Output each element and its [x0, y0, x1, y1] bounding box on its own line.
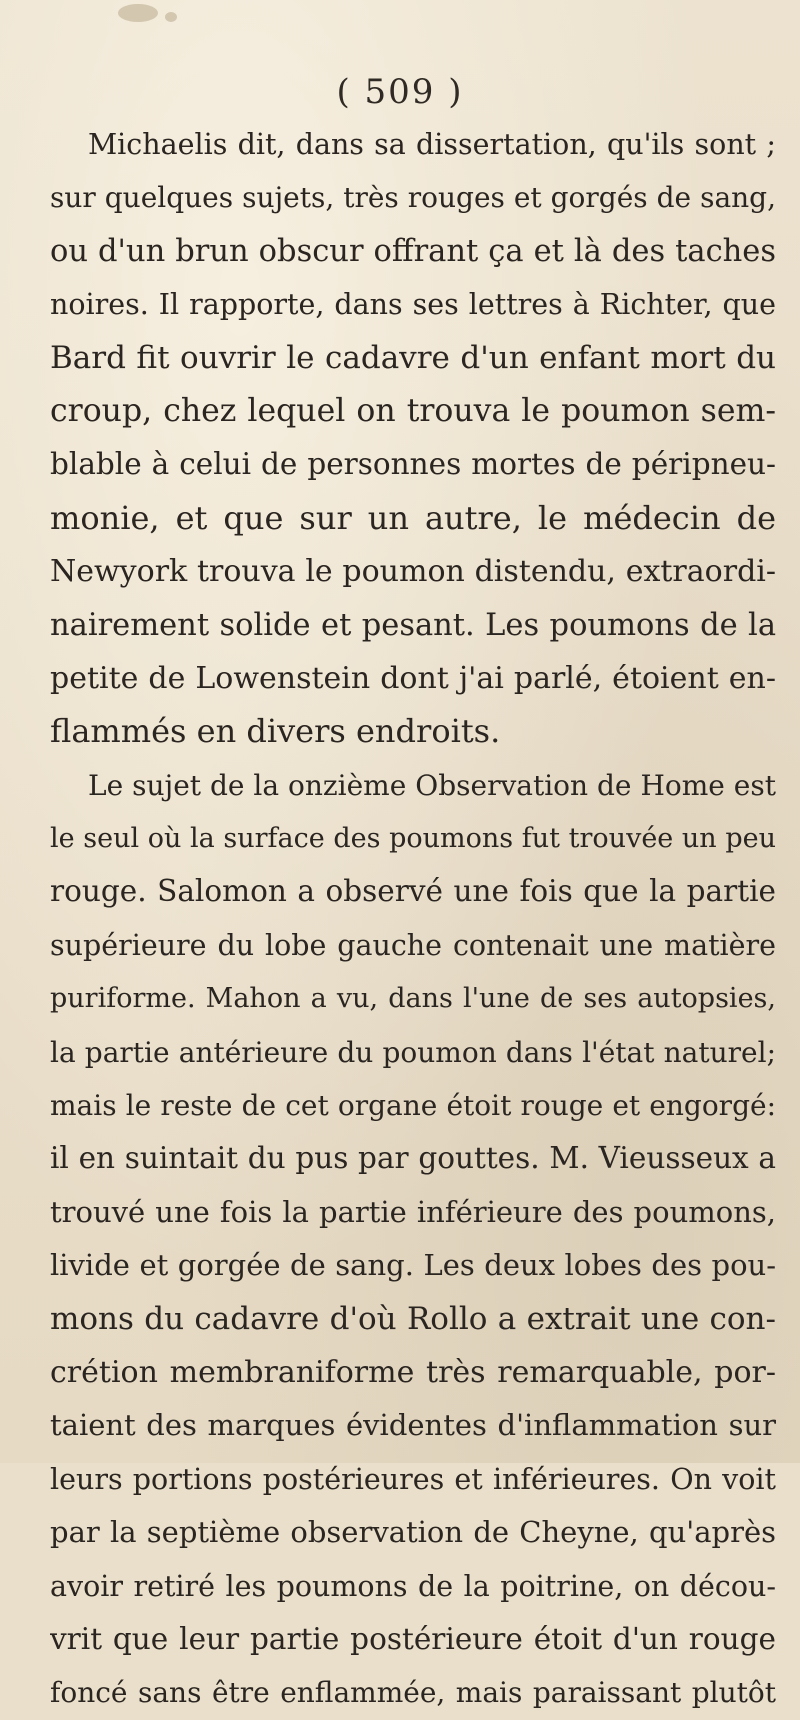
text-line: monie, et que sur un autre, le médecin de — [50, 498, 776, 537]
page-number: ( 509 ) — [336, 72, 464, 112]
text-line: avoir retiré les poumons de la poitrine, on décou- — [50, 1569, 776, 1603]
text-line: trouvé une fois la partie inférieure des poumons, — [50, 1194, 776, 1229]
text-line: supérieure du lobe gauche contenait une matière — [50, 928, 776, 962]
body-text — [50, 118, 776, 1720]
paragraph — [50, 759, 776, 1720]
text-line: crétion membraniforme très remarquable, por- — [50, 1354, 776, 1390]
text-line: nairement solide et pesant. Les poumons de la — [50, 607, 776, 643]
paper-stain — [165, 12, 177, 22]
text-line: vrit que leur partie postérieure étoit d'un rouge — [50, 1621, 776, 1656]
text-line: livide et gorgée de sang. Les deux lobes des pou- — [50, 1248, 776, 1283]
text-line: il en suintait du pus par gouttes. M. Vieusseux a — [50, 1141, 776, 1176]
text-line: foncé sans être enflammée, mais paraissant plutôt — [50, 1676, 776, 1710]
text-line: Michaelis dit, dans sa dissertation, qu'ils sont ; — [88, 128, 776, 161]
text-line: rouge. Salomon a observé une fois que la partie — [50, 874, 776, 909]
text-line: croup, chez lequel on trouva le poumon sem- — [50, 392, 776, 429]
text-line: puriforme. Mahon a vu, dans l'une de ses autopsies, — [50, 983, 776, 1015]
text-line: la partie antérieure du poumon dans l'état naturel; — [50, 1035, 776, 1069]
text-line: leurs portions postérieures et inférieures. On voit — [50, 1462, 776, 1496]
text-line: sur quelques sujets, très rouges et gorgés de sang, — [50, 181, 776, 215]
text-line: blable à celui de personnes mortes de péripneu- — [50, 447, 776, 482]
paper-stain — [118, 4, 158, 22]
text-line: par la septième observation de Cheyne, qu'après — [50, 1515, 776, 1550]
text-line: mais le reste de cet organe étoit rouge et engorgé: — [50, 1089, 776, 1123]
text-line: le seul où la surface des poumons fut trouvée un peu — [50, 823, 776, 855]
text-line: taient des marques évidentes d'inflammation sur — [50, 1408, 776, 1443]
text-line: petite de Lowenstein dont j'ai parlé, étoient en- — [50, 660, 776, 696]
text-line: Bard fit ouvrir le cadavre d'un enfant mort du — [50, 339, 776, 376]
text-line: noires. Il rapporte, dans ses lettres à Richter, que — [50, 288, 776, 322]
text-line: mons du cadavre d'où Rollo a extrait une con- — [50, 1300, 776, 1337]
text-line: Newyork trouva le poumon distendu, extraordi- — [50, 554, 776, 590]
text-line: Le sujet de la onzième Observation de Home est — [88, 768, 776, 802]
text-line: ou d'un brun obscur offrant ça et là des taches — [50, 233, 776, 269]
paragraph — [50, 118, 776, 759]
text-line: flammés en divers endroits. — [50, 712, 501, 751]
